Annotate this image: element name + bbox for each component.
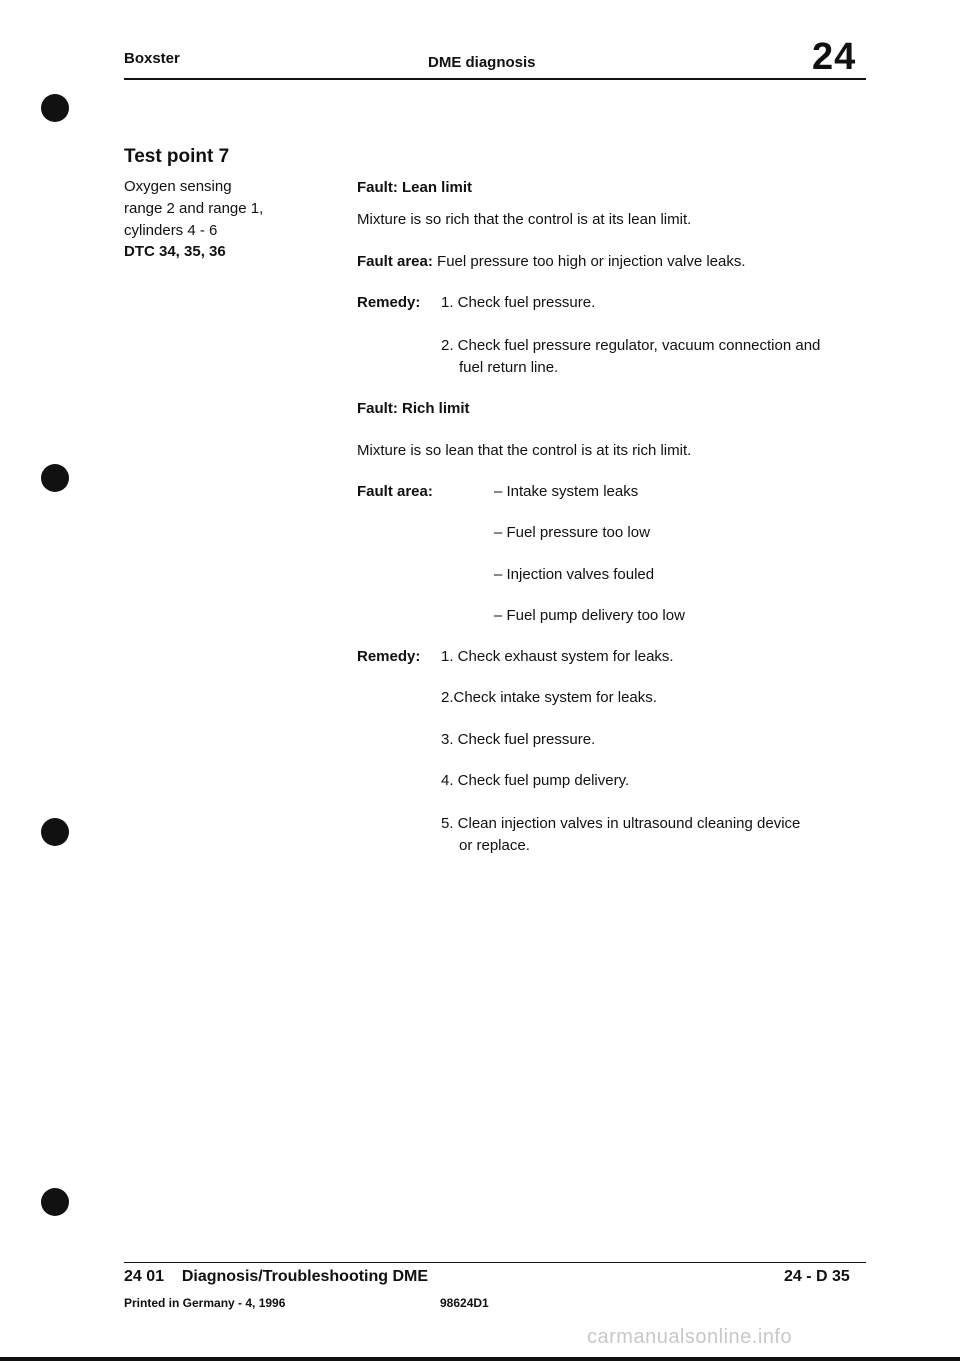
bottom-scan-bar (0, 1357, 960, 1361)
punch-hole (41, 1188, 69, 1216)
fault1-remedy-item: 1. Check fuel pressure. (441, 294, 596, 311)
fault2-description: Mixture is so lean that the control is at its rich limit. (357, 442, 692, 459)
fault2-area-item: – Intake system leaks (494, 483, 639, 500)
header-rule (124, 78, 866, 80)
fault1-description: Mixture is so rich that the control is at its lean limit. (357, 211, 692, 228)
watermark: carmanualsonline.info (587, 1326, 793, 1348)
fault1-remedy-label: Remedy: (357, 294, 421, 311)
fault1-title: Fault: Lean limit (357, 179, 473, 196)
fault2-remedy-item: 5. Clean injection valves in ultrasound cleaning device (441, 815, 801, 832)
header-model: Boxster (124, 50, 180, 67)
fault2-area-item: – Fuel pump delivery too low (494, 607, 685, 624)
fault2-remedy-item: 4. Check fuel pump delivery. (441, 772, 630, 789)
fault1-area (357, 251, 746, 272)
footer-page-number: 24 - D 35 (784, 1268, 850, 1285)
fault2-remedy-item: 3. Check fuel pressure. (441, 731, 596, 748)
header-chapter-number: 24 (812, 36, 857, 78)
fault2-remedy-item: 1. Check exhaust system for leaks. (441, 648, 674, 665)
fault2-remedy-item-cont: or replace. (459, 837, 530, 854)
fault1-area-text: Fuel pressure too high or injection valve leaks. (437, 253, 746, 270)
fault1-remedy-item-cont: fuel return line. (459, 359, 559, 376)
footer-code: 98624D1 (440, 1296, 489, 1310)
punch-hole (41, 464, 69, 492)
fault1-area-label: Fault area: (357, 253, 433, 270)
fault2-area-label: Fault area: (357, 483, 433, 500)
fault1-remedy-item: 2. Check fuel pressure regulator, vacuum connection and (441, 337, 821, 354)
fault2-remedy-item: 2.Check intake system for leaks. (441, 689, 657, 706)
footer-section: 24 01 Diagnosis/Troubleshooting DME (124, 1268, 429, 1285)
fault2-area-item: – Fuel pressure too low (494, 524, 650, 541)
fault2-title: Fault: Rich limit (357, 400, 470, 417)
desc-line: Oxygen sensing (124, 178, 232, 195)
punch-hole (41, 94, 69, 122)
fault2-area-item: – Injection valves fouled (494, 566, 655, 583)
fault2-remedy-label: Remedy: (357, 648, 421, 665)
header-section-title: DME diagnosis (428, 54, 536, 71)
desc-line: range 2 and range 1, (124, 200, 264, 217)
punch-hole (41, 818, 69, 846)
dtc-codes: DTC 34, 35, 36 (124, 243, 226, 260)
test-point-title: Test point 7 (124, 146, 230, 167)
footer-printed: Printed in Germany - 4, 1996 (124, 1296, 286, 1310)
test-point-description (124, 176, 263, 242)
footer-rule (124, 1262, 866, 1263)
desc-line: cylinders 4 - 6 (124, 222, 218, 239)
